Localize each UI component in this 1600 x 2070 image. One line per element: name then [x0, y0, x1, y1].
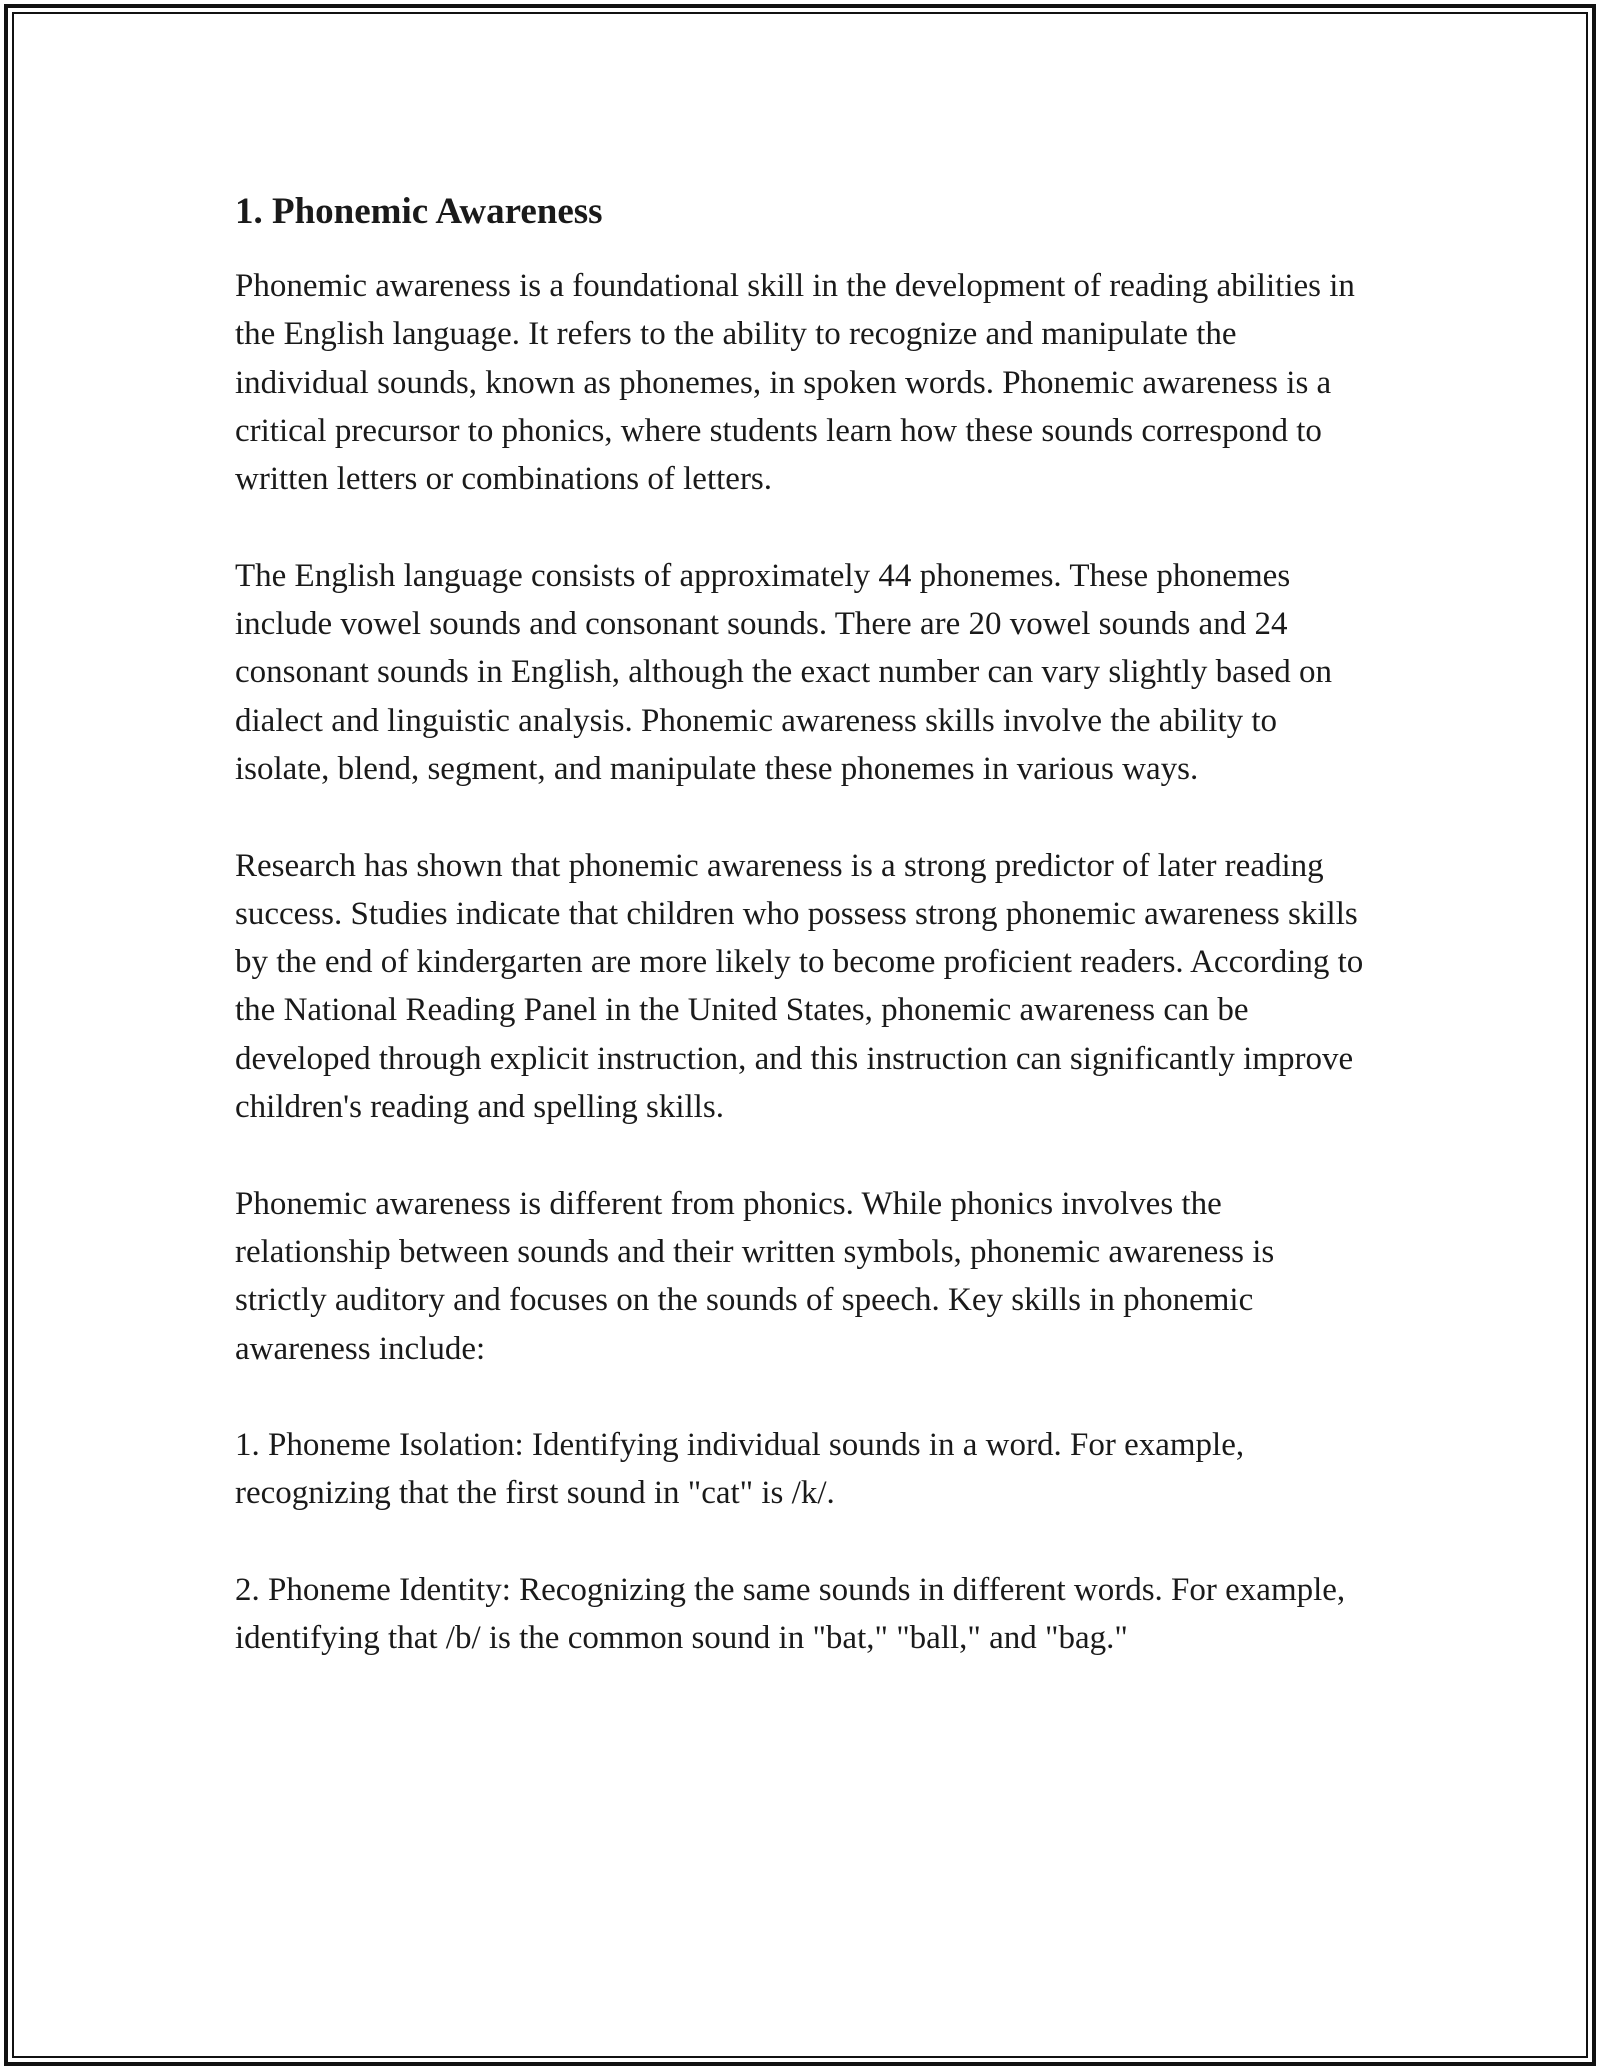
- paragraph-intro: Phonemic awareness is a foundational skill in the development of reading abilities in the English language. It refers to the ability to recognize and manipulate the individual sounds, known as phonemes, in spoken words. Phonemic awareness is a critical precursor to phonics, where students learn how these sounds correspond to written letters or combinations of letters.: [235, 268, 1355, 498]
- list-item-phoneme-identity: 2. Phoneme Identity: Recognizing the same sounds in different words. For example, identifying that /b/ is the common sound in "bat," "ball," and "bag.": [235, 1572, 1346, 1657]
- section-heading: 1. Phonemic Awareness: [235, 191, 603, 232]
- list-item-phoneme-isolation: 1. Phoneme Isolation: Identifying individual sounds in a word. For example, recognizing that the first sound in "cat" is /k/.: [235, 1427, 1245, 1512]
- paragraph-research: Research has shown that phonemic awareness is a strong predictor of later reading success. Studies indicate that children who possess strong phonemic awareness skills by the end of kindergarten are more likely to become proficient readers. According to the National Reading Panel in the United States, phonemic awareness can be developed through explicit instruction, and this instruction can significantly improve children's reading and spelling skills.: [235, 847, 1364, 1126]
- document-body: [235, 186, 1370, 1711]
- paragraph-phoneme-count: The English language consists of approximately 44 phonemes. These phonemes include vowel sounds and consonant sounds. There are 20 vowel sounds and 24 consonant sounds in English, although the exact number can vary slightly based on dialect and linguistic analysis. Phonemic awareness skills involve the ability to isolate, blend, segment, and manipulate these phonemes in various ways.: [235, 557, 1333, 787]
- paragraph-phonics-difference: Phonemic awareness is different from phonics. While phonics involves the relationship between sounds and their written symbols, phonemic awareness is strictly auditory and focuses on the sounds of speech. Key skills in phonemic awareness include:: [235, 1185, 1275, 1367]
